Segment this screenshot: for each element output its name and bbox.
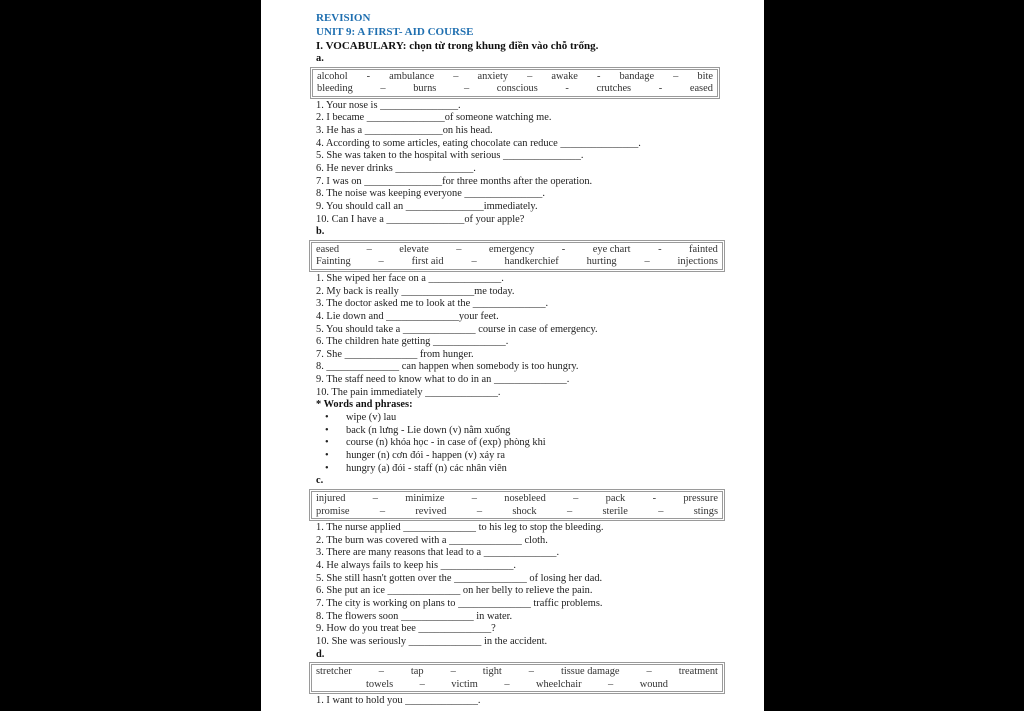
- box-word: eye chart: [592, 243, 631, 255]
- box-word: shock: [512, 505, 537, 517]
- question-line: 4. According to some articles, eating chocolate can reduce _______________.: [316, 137, 641, 149]
- separator: –: [456, 243, 462, 255]
- doc-title: REVISION: [316, 12, 371, 24]
- separator: –: [471, 256, 477, 268]
- question-line: 6. The children hate getting ______________.: [316, 336, 509, 348]
- questions-a: [316, 100, 731, 227]
- bullet-icon: •: [325, 462, 329, 474]
- box-word: revived: [415, 505, 447, 517]
- separator: -: [596, 70, 601, 82]
- word-box-row: [316, 493, 718, 506]
- question-line: 2. The burn was covered with a ______________ cloth.: [316, 534, 548, 546]
- question-line: 8. The noise was keeping everyone _______________.: [316, 188, 545, 200]
- separator: –: [453, 70, 459, 82]
- list-item: [316, 437, 731, 450]
- box-word: tap: [410, 666, 424, 678]
- separator: –: [608, 678, 614, 690]
- box-word: injured: [316, 493, 346, 505]
- box-word: bleeding: [317, 83, 353, 95]
- separator: –: [644, 256, 650, 268]
- box-word: tissue damage: [560, 666, 620, 678]
- words-heading: * Words and phrases:: [316, 399, 413, 411]
- box-word: elevate: [399, 243, 429, 255]
- separator: –: [646, 666, 652, 678]
- word-box-row: [317, 71, 713, 84]
- box-word: wheelchair: [535, 678, 582, 690]
- box-word: injections: [677, 256, 718, 268]
- question-line: 5. She still hasn't gotten over the ______________ of losing her dad.: [316, 572, 603, 584]
- word-box-row: [316, 666, 718, 679]
- box-word: awake: [551, 70, 578, 82]
- box-word: anxiety: [477, 70, 509, 82]
- box-word: eased: [689, 83, 713, 95]
- word-box-row: [316, 256, 718, 269]
- word-box-row: [316, 244, 718, 257]
- word-box-b: [309, 240, 725, 272]
- questions-b: [316, 273, 731, 400]
- list-item: [316, 463, 731, 476]
- unit-title: UNIT 9: A FIRST- AID COURSE: [316, 25, 474, 38]
- question-line: 6. He never drinks _______________.: [316, 162, 476, 174]
- separator: –: [528, 666, 534, 678]
- box-word: promise: [316, 505, 350, 517]
- question-line: 9. How do you treat bee ______________?: [316, 623, 496, 635]
- box-word: hurting: [586, 256, 617, 268]
- question-line: 10. She was seriously ______________ in the accident.: [316, 635, 548, 647]
- questions-c: [316, 522, 731, 649]
- separator: –: [372, 493, 378, 505]
- separator: –: [379, 505, 386, 517]
- bullet-icon: •: [325, 450, 329, 462]
- separator: –: [378, 666, 384, 678]
- question-line: 1. Your nose is _______________.: [316, 99, 461, 111]
- box-word: bandage: [619, 70, 655, 82]
- word-box-a: [310, 67, 720, 99]
- separator: –: [527, 70, 533, 82]
- list-item: [316, 425, 731, 438]
- box-word: stretcher: [316, 666, 352, 678]
- question-line: 7. The city is working on plans to ______________ traffic problems.: [316, 597, 603, 609]
- box-word: nosebleed: [504, 493, 546, 505]
- list-item-text: back (n lưng - Lie down (v) nằm xuống: [346, 424, 511, 436]
- word-box-c: [309, 489, 725, 521]
- box-word: handkerchief: [504, 256, 559, 268]
- question-line: 5. You should take a ______________ course in case of emergency.: [316, 323, 598, 335]
- box-word: crutches: [596, 83, 632, 95]
- box-word: bite: [697, 70, 713, 82]
- question-line: 6. She put an ice ______________ on her belly to relieve the pain.: [316, 585, 593, 597]
- word-box-row: [316, 506, 718, 519]
- question-line: 2. My back is really ______________me today.: [316, 285, 515, 297]
- separator: -: [658, 83, 663, 95]
- box-word: sterile: [602, 505, 628, 517]
- part-c-label: c.: [316, 475, 324, 487]
- separator: –: [450, 666, 456, 678]
- list-item-text: hunger (n) cơn đói - happen (v) xảy ra: [346, 450, 505, 462]
- question-line: 2. I became _______________of someone watching me.: [316, 112, 552, 124]
- separator: –: [504, 678, 510, 690]
- separator: –: [566, 505, 573, 517]
- word-box-d: [309, 662, 725, 694]
- bullet-icon: •: [325, 424, 329, 436]
- separator: -: [658, 243, 662, 255]
- box-word: Fainting: [316, 256, 351, 268]
- separator: –: [673, 70, 679, 82]
- part-b-label: b.: [316, 226, 325, 238]
- question-line: 8. ______________ can happen when somebody is too hungry.: [316, 361, 579, 373]
- box-word: stings: [693, 505, 718, 517]
- question-line: 1. She wiped her face on a ______________.: [316, 272, 504, 284]
- box-word: victim: [451, 678, 478, 690]
- separator: –: [573, 493, 579, 505]
- question-line: 7. I was on _______________for three months after the operation.: [316, 175, 593, 187]
- separator: -: [366, 70, 371, 82]
- word-box-row: [316, 679, 718, 692]
- list-item: [316, 412, 731, 425]
- question-line: 9. You should call an _______________immediately.: [316, 200, 538, 212]
- question-line: 1. I want to hold you ______________.: [316, 695, 481, 707]
- question-line: 8. The flowers soon ______________ in water.: [316, 610, 513, 622]
- part-d-label: d.: [316, 648, 325, 660]
- bullet-icon: •: [325, 412, 329, 424]
- question-line: 3. There are many reasons that lead to a ______________.: [316, 547, 560, 559]
- box-word: ambulance: [389, 70, 435, 82]
- part-a-label: a.: [316, 53, 324, 64]
- questions-d: [316, 695, 731, 708]
- separator: -: [561, 243, 566, 255]
- question-line: 3. The doctor asked me to look at the ______________.: [316, 298, 549, 310]
- question-line: 9. The staff need to know what to do in an ______________.: [316, 374, 570, 386]
- question-line: 3. He has a _______________on his head.: [316, 124, 493, 136]
- list-item: [316, 450, 731, 463]
- separator: –: [378, 256, 384, 268]
- box-word: pressure: [683, 493, 718, 505]
- box-word: minimize: [405, 493, 445, 505]
- box-word: burns: [413, 83, 437, 95]
- question-line: 4. Lie down and ______________your feet.: [316, 310, 499, 322]
- question-line: 1. The nurse applied ______________ to his leg to stop the bleeding.: [316, 522, 604, 534]
- box-word: first aid: [411, 256, 444, 268]
- list-item-text: hungry (a) đói - staff (n) các nhân viên: [346, 462, 507, 474]
- separator: -: [652, 493, 657, 505]
- box-word: treatment: [678, 666, 718, 678]
- box-word: fainted: [689, 243, 718, 255]
- separator: –: [419, 678, 425, 690]
- separator: –: [471, 493, 477, 505]
- bullet-icon: •: [325, 437, 329, 449]
- box-word: conscious: [496, 83, 538, 95]
- question-line: 4. He always fails to keep his ______________.: [316, 560, 516, 571]
- question-line: 10. Can I have a _______________of your apple?: [316, 213, 525, 225]
- list-item-text: course (n) khóa học - in case of (exp) phòng khi: [346, 437, 546, 449]
- box-word: eased: [316, 243, 340, 255]
- separator: –: [463, 83, 470, 95]
- separator: –: [476, 505, 483, 517]
- box-word: alcohol: [317, 70, 348, 82]
- list-item-text: wipe (v) lau: [346, 412, 397, 424]
- box-word: wound: [639, 678, 668, 690]
- box-word: tight: [482, 666, 502, 678]
- section-heading: I. VOCABULARY: chọn từ trong khung điền vào chỗ trống.: [316, 40, 599, 52]
- question-line: 10. The pain immediately ______________.: [316, 386, 501, 398]
- box-word: emergency: [488, 243, 535, 255]
- separator: -: [565, 83, 569, 95]
- document-page: [261, 0, 764, 711]
- words-list: [316, 412, 731, 475]
- worksheet: [316, 12, 731, 708]
- separator: –: [658, 505, 664, 517]
- word-box-row: [317, 83, 713, 96]
- box-word: pack: [605, 493, 626, 505]
- separator: –: [380, 83, 386, 95]
- box-word: towels: [366, 678, 394, 690]
- question-line: 5. She was taken to the hospital with serious _______________.: [316, 150, 584, 162]
- question-line: 7. She ______________ from hunger.: [316, 348, 474, 360]
- separator: –: [366, 243, 372, 255]
